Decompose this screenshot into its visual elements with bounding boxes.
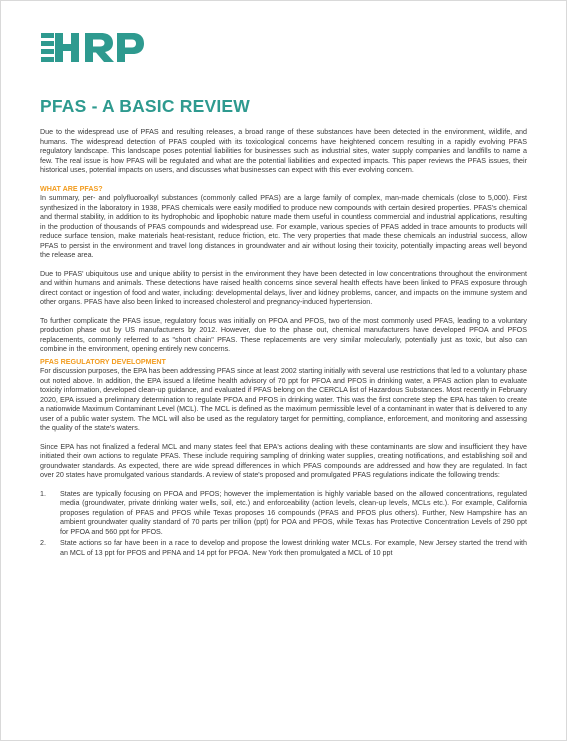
document-body — [40, 128, 527, 560]
trends-list — [40, 490, 527, 559]
list-item-text: States are typically focusing on PFOA and PFOS; however the implementation is highly variable based on the allowed concentrations, regulated media (groundwater, private drinking water wells, soil, etc.) and enforceability (action levels, clean-up levels, MCLs etc.). For example, California proposes regulation of PFAS and PFOS while Texas proposes 16 compounds (PFAS and PFOS plus others). Further, New Hampshire has an ambient groundwater quality standard of 70 parts per trillion (ppt) for POA and PFOS, while Texas has Protective Concentration Levels of 290 ppt for PFOA and 560 ppt for PFOS. — [60, 489, 527, 536]
hrp-logo-graphic — [41, 30, 145, 64]
list-item — [40, 490, 527, 538]
intro-paragraph: Due to the widespread use of PFAS and resulting releases, a broad range of these substances have been detected in the environment, wildlife, and humans. The widespread detection of PFAS coupled with its toxicological concerns have heightened concern resulting in a rapidly evolving PFAS regulatory landscape. This landscape poses potential liabilities for businesses such as industrial sites, water supply companies and landfills to name a few. The real issue is how PFAS will be regulated and what are the potential liabilities and expected impacts. This paper reviews the PFAS issues, their historical uses, potential impacts on users, and discusses what businesses can expect with this ever evolving concern. — [40, 128, 527, 174]
paragraph: To further complicate the PFAS issue, regulatory focus was initially on PFOA and PFOS, two of the most commonly used PFAS, leading to a voluntary production phase out by US manufacturers by 2012. However, due to the phase out, chemical manufacturers have developed PFOA and PFOS replacements, commonly referred to as "short chain" PFAS. These replacements are very similar molecularly, potentially just as toxic, but also can combine in the environment, opening entirely new concerns. — [40, 316, 527, 353]
paragraph: Since EPA has not finalized a federal MCL and many states feel that EPA's actions dealing with these contaminants are slow and insufficient they have initiated their own actions to regulate PFAS. These include requiring sampling of drinking water supplies, creating notifications, and establishing soil and groundwater standards. As expected, there are wide spread differences in which PFAS compounds are addressed and how they are regulated. In fact over 20 states have promulgated various standards. A review of state's proposed and promulgated PFAS regulations indicate the following trends: — [40, 442, 527, 479]
section-heading-regulatory-development: PFAS REGULATORY DEVELOPMENT — [40, 357, 166, 366]
hrp-logo — [41, 30, 145, 64]
list-item-number: 1. — [40, 489, 46, 498]
paragraph: In summary, per- and polyfluoroalkyl substances (commonly called PFAS) are a large family of complex, man-made chemicals (close to 5,000). First synthesized in the laboratory in 1938, PFAS chemicals were easily modified to produce new compounds with certain desired properties. PFAS's chemical and thermal stability, in addition to its hydrophobic and lipophobic nature made them useful in countless commercial and industrial applications, resulting in the production of thousands of PFAS compounds and widespread use. For example, various species of PFAS added in trace amounts to products will reduce surface tension, make materials heat-resistant, reduce friction, etc. The very properties that made these chemicals an industrial success, allow PFAS to persist in the environment and travel long distances in groundwater and air without losing their toxicity, potentially impacting areas well beyond the release area. — [40, 194, 527, 259]
list-item-number: 2. — [40, 539, 46, 547]
paragraph: Due to PFAS' ubiquitous use and unique ability to persist in the environment they have been detected in low concentrations throughout the environment and within humans and animals. These detections have raised health concerns since several health effects have been linked to PFAS exposure through direct contact or ingestion of food and water, including: developmental delays, liver and kidney problems, cancer, and impacts on the immune system and other organs. PFAS have also been linked to increased cholesterol and pregnancy-induced hypertension. — [40, 269, 527, 306]
section-heading-what-are-pfas: WHAT ARE PFAS? — [40, 184, 103, 193]
document-title: PFAS - A BASIC REVIEW — [40, 96, 251, 116]
paragraph: For discussion purposes, the EPA has been addressing PFAS since at least 2002 starting initially with several use restrictions that led to a voluntary phase out noted above. In addition, the EPA issued a lifetime health advisory of 70 ppt for PFOA and PFOS in drinking water, a PFAS action plan to evaluate toxicity information, developed clean-up guidance, and evaluated if PFAS belong on the CERCLA list of Hazardous Substances. Most recently in February 2020, EPA issued a preliminary determination to regulate PFOA and PFOS in drinking water. This was the first concrete step the EPA has taken to create a nationwide Maximum Contaminant Level (MCL). The MCL is defined as the maximum permissible level of a contaminant in water that is delivered to any user of a public water system. The MCL will also be used as the regulatory target for permitting, compliance, enforcement, and monitoring and assessing the quality of the state's waters. — [40, 367, 527, 432]
list-item-text: State actions so far have been in a race to develop and propose the lowest drinking water MCLs. For example, New Jersey started the trend with an MCL of 13 ppt for PFOS and PFNA and 14 ppt for PFOA. New York then promulgated a MCL of 10 ppt — [60, 539, 527, 557]
list-item — [40, 539, 527, 558]
